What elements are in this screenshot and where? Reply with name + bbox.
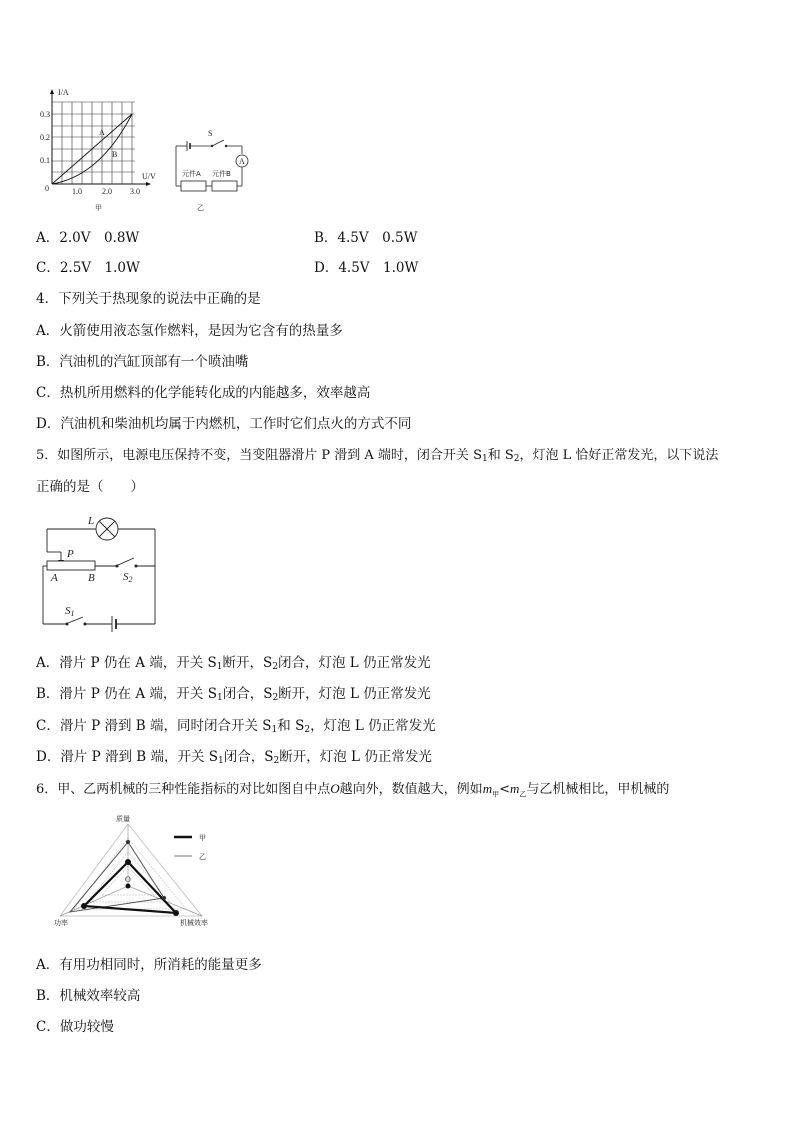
axis-label-top: 质量 <box>116 815 130 823</box>
switch-label: S <box>208 129 213 138</box>
element-a <box>181 181 206 191</box>
series-circuit-figure <box>170 128 260 214</box>
element-a-label: 元件A <box>182 170 201 178</box>
q5-option-c: C．滑片 P 滑到 B 端，同时闭合开关 $S_1$和 $S_2$，灯泡 L 仍正常发光 <box>36 718 436 735</box>
center-label: O <box>125 875 131 884</box>
center-o <box>126 884 131 889</box>
iu-graph-figure <box>38 84 168 214</box>
q4-option-a: A．火箭使用液态氢作燃料，是因为它含有的热量多 <box>36 323 343 339</box>
q5-option-a: A．滑片 P 仍在 A 端，开关 $S_1$断开，$S_2$闭合，灯泡 L 仍正常发光 <box>36 655 431 672</box>
element-b-label: 元件B <box>212 170 231 178</box>
radar-figure <box>52 812 232 932</box>
ammeter-label: A <box>239 157 245 166</box>
q5-stem-line1: 5．如图所示，电源电压保持不变，当变阻器滑片 P 滑到 A 端时，闭合开关 $S_1$和 $S_2$，灯泡 L 恰好正常发光，以下说法 <box>36 448 719 464</box>
origin-label: 0 <box>45 184 49 193</box>
q3-option-c: C．2.5V 1.0W <box>36 260 140 276</box>
x-axis-label: U/V <box>142 172 156 181</box>
axis-label-left: 功率 <box>54 919 68 927</box>
q5-stem-line2: 正确的是（ ） <box>36 479 144 495</box>
slider-label: P <box>67 548 74 560</box>
q4-option-c: C．热机所用燃料的化学能转化成的内能越多，效率越高 <box>36 385 371 401</box>
q6-option-b: B．机械效率较高 <box>36 988 141 1004</box>
switch-s <box>212 140 224 146</box>
q4-option-d: D．汽油机和柴油机均属于内燃机，工作时它们点火的方式不同 <box>36 416 412 432</box>
y-tick: 0.3 <box>40 110 50 119</box>
q4-stem: 4．下列关于热现象的说法中正确的是 <box>36 291 261 307</box>
terminal-b-label: B <box>88 572 95 584</box>
q6-option-a: A．有用功相同时，所消耗的能量更多 <box>36 957 262 973</box>
lamp-label: L <box>88 515 95 527</box>
terminal-a-label: A <box>51 572 58 584</box>
y-tick: 0.1 <box>40 156 50 165</box>
q5-option-b: B．滑片 P 仍在 A 端，开关 $S_1$闭合，$S_2$断开，灯泡 L 仍正常发光 <box>36 686 431 703</box>
x-tick: 2.0 <box>102 187 112 196</box>
switch-s1-label: S1 <box>65 605 75 618</box>
series-jia-point <box>125 859 131 865</box>
y-axis-label: I/A <box>58 88 69 97</box>
rheostat <box>47 561 95 570</box>
q3-option-b: B．4.5V 0.5W <box>314 230 418 246</box>
x-tick: 1.0 <box>72 187 82 196</box>
y-tick: 0.2 <box>40 133 50 142</box>
series-jia-point <box>81 903 87 909</box>
q6-stem: 6．甲、乙两机械的三种性能指标的对比如图自中点O越向外，数值越大，例如$m_甲<m_乙$与乙机械相比，甲机械的 <box>36 781 670 799</box>
legend-yi-label: 乙 <box>199 853 206 861</box>
q3-option-a: A．2.0V 0.8W <box>36 230 140 246</box>
figure-caption-yi: 乙 <box>197 204 204 212</box>
q4-option-b: B．汽油机的汽缸顶部有一个喷油嘴 <box>36 354 249 370</box>
series-jia-point <box>173 910 179 916</box>
series-yi-point <box>126 840 130 844</box>
figure-caption-jia: 甲 <box>95 204 102 212</box>
switch-s2 <box>118 558 134 565</box>
curve-a-label: A <box>99 128 105 137</box>
axis-label-right: 机械效率 <box>180 919 208 927</box>
q3-option-d: D．4.5V 1.0W <box>314 260 419 276</box>
switch-s2-label: S2 <box>123 571 133 584</box>
rheostat-circuit-figure <box>36 510 166 642</box>
legend-jia-label: 甲 <box>199 834 206 842</box>
series-yi-point <box>162 896 166 900</box>
x-tick: 3.0 <box>130 187 140 196</box>
curve-b-label: B <box>112 150 118 159</box>
element-b <box>212 181 237 191</box>
q5-option-d: D．滑片 P 滑到 B 端，开关 $S_1$闭合，$S_2$断开，灯泡 L 仍正常发光 <box>36 749 432 766</box>
q6-option-c: C．做功较慢 <box>36 1019 114 1035</box>
